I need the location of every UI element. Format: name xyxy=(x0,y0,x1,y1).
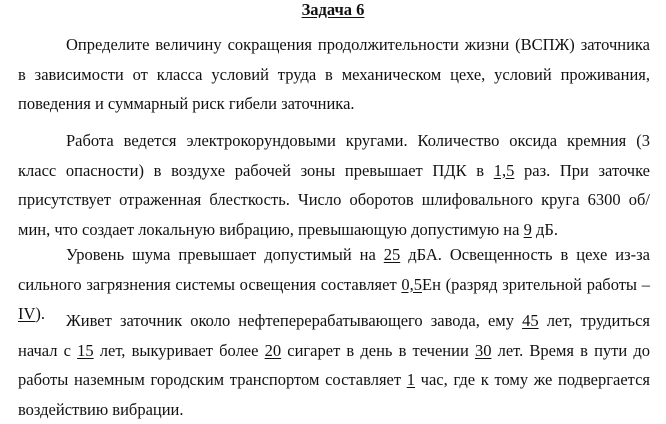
value-vibration-excess: 9 xyxy=(523,219,532,239)
paragraph-text: час, где к тому же подвергается воздействию вибрации. xyxy=(18,370,650,419)
paragraph-lifestyle xyxy=(18,306,650,424)
paragraph-text: сигарет в день в течении xyxy=(281,340,475,360)
value-visual-work-category: IV xyxy=(18,304,36,323)
value-noise-excess: 25 xyxy=(383,245,401,264)
paragraph-text: лет, выкуривает более xyxy=(93,340,265,360)
paragraph-text: лет, трудиться начал с xyxy=(18,311,650,360)
value-age: 45 xyxy=(522,311,539,330)
paragraph-text: ). xyxy=(35,304,46,323)
paragraph-text: Уровень шума превышает допустимый на xyxy=(66,245,384,264)
value-smoking-years: 30 xyxy=(474,340,492,360)
paragraph-text: Работа ведется электрокорундовыми кругами. Количество оксида кремния (3 класс опасности) в воздухе рабочей зоны превышает ПДК в xyxy=(18,131,650,180)
value-cigarettes-per-day: 20 xyxy=(264,340,282,360)
paragraph-text: Ен (разряд зрительной работы – xyxy=(422,274,650,294)
value-commute-hours: 1 xyxy=(406,370,415,389)
value-illumination: 0,5 xyxy=(401,274,423,294)
paragraph-text: лет. Время в пути до работы наземным городским транспортом составляет xyxy=(18,340,651,389)
paragraph-work-conditions xyxy=(18,126,650,244)
task-title: Задача 6 xyxy=(301,0,365,19)
paragraph-task-statement xyxy=(18,30,650,119)
value-pdk-excess: 1,5 xyxy=(493,160,515,180)
paragraph-text: Живет заточник около нефтеперерабатывающего завода, ему xyxy=(66,311,523,330)
paragraph-text: Определите величину сокращения продолжительности жизни (ВСПЖ) заточника в зависимости от класса условий труда в механическом цехе, условий проживания, поведения и суммарный риск гибели заточника. xyxy=(18,35,650,113)
value-work-start-age: 15 xyxy=(77,340,94,360)
paragraph-text: дБ. xyxy=(531,219,558,239)
paragraph-text: дБА. Освещенность в цехе из-за сильного загрязнения системы освещения составляет xyxy=(18,245,650,294)
paragraph-text: раз. При заточке присутствует отраженная блесткость. Число оборотов шлифовального круга 6300 об/мин, что создает локальную вибрацию, превышающую допустимую на xyxy=(18,160,651,239)
